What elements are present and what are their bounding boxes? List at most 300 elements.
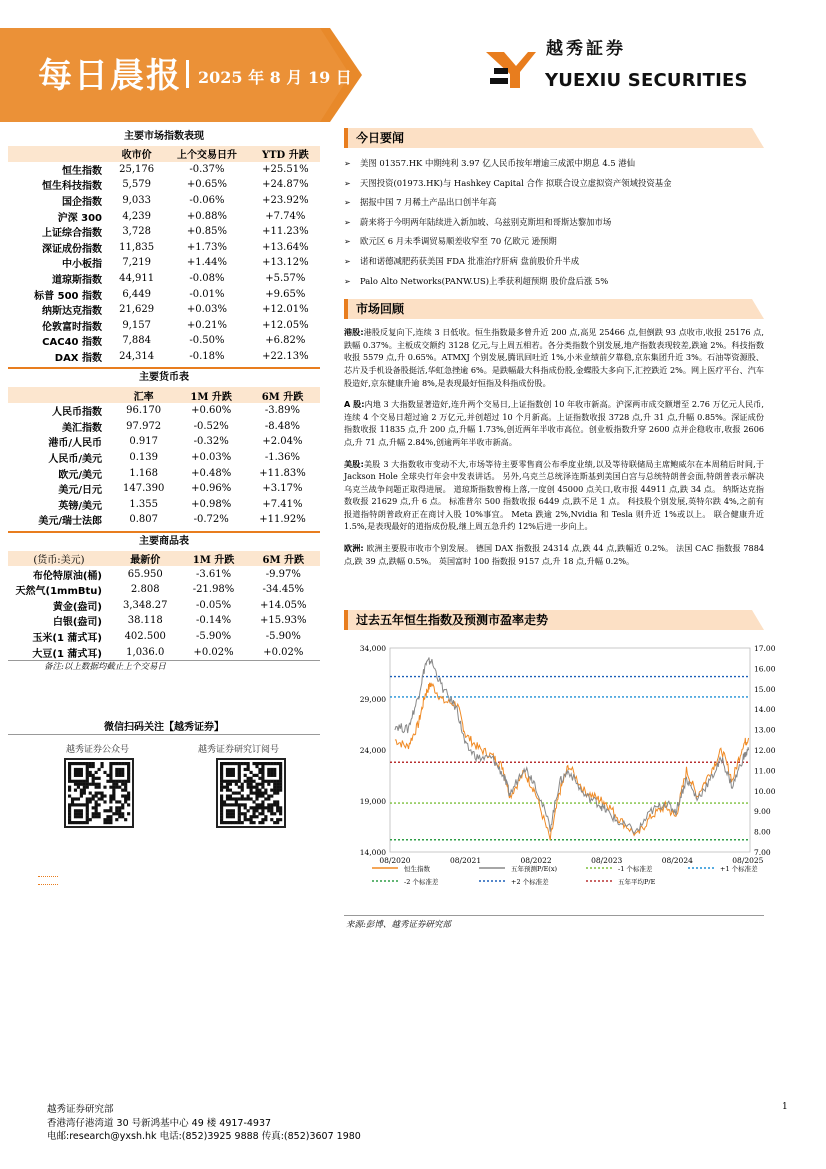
column-header: 上个交易日升: [163, 146, 250, 162]
qr-module: [68, 765, 71, 768]
qr-module: [232, 762, 235, 765]
qr-module: [270, 818, 273, 821]
qr-module: [241, 794, 244, 797]
qr-module: [261, 765, 264, 768]
qr-module: [83, 789, 86, 792]
table-cell: -0.18%: [189, 351, 225, 363]
qr-module: [68, 762, 71, 765]
qr-module: [244, 803, 247, 806]
qr-module: [261, 809, 264, 812]
qr-module: [273, 821, 276, 824]
qr-module: [77, 821, 80, 824]
qr-module: [279, 783, 282, 786]
qr-module: [109, 762, 112, 765]
qr-module: [261, 762, 264, 765]
news-item: [344, 272, 764, 292]
qr-module: [238, 821, 241, 824]
qr-module: [238, 765, 241, 768]
qr-code-icon[interactable]: [64, 758, 134, 828]
qr-module: [127, 812, 130, 815]
table-cell: -0.32%: [193, 436, 229, 448]
table-row: [8, 224, 320, 240]
table-cell: +0.21%: [186, 319, 228, 331]
table-cell: -1.36%: [264, 451, 301, 463]
qr-module: [103, 818, 106, 821]
qr-module: [95, 771, 98, 774]
today-news-title: 今日要闻: [344, 128, 764, 148]
qr-module: [267, 809, 270, 812]
qr-module: [92, 815, 95, 818]
qr-module: [279, 809, 282, 812]
qr-module: [100, 762, 103, 765]
table-cell: +0.03%: [191, 451, 232, 463]
qr-module: [255, 809, 258, 812]
table-row: [8, 419, 320, 435]
footer-contact: 电邮:research@yxsh.hk 电话:(852)3925 9888 传真:(852)3607 1980: [47, 1131, 361, 1142]
column-header: 6M 升跌: [247, 551, 320, 567]
table-cell: 11,835: [119, 241, 155, 253]
qr-module: [261, 786, 264, 789]
column-header: YTD 升跌: [251, 146, 320, 162]
news-text: 诺和诺德减肥药获美国 FDA 批准治疗肝病 盘前股价升半成: [360, 255, 580, 266]
qr-module: [279, 812, 282, 815]
qr-module: [112, 786, 115, 789]
table-cell: +7.74%: [265, 210, 306, 222]
qr-module: [232, 774, 235, 777]
qr-module: [103, 821, 106, 824]
qr-module: [241, 821, 244, 824]
news-item: [344, 252, 764, 272]
footer: [47, 1103, 361, 1144]
qr-module: [273, 800, 276, 803]
report-title: 每日晨报: [38, 56, 182, 96]
qr-module: [118, 780, 121, 783]
table-row: [8, 434, 320, 450]
y-right-tick-label: 8.00: [754, 827, 771, 837]
qr-module: [121, 771, 124, 774]
qr-module: [80, 780, 83, 783]
qr-module: [267, 768, 270, 771]
qr-module: [226, 774, 229, 777]
qr-module: [279, 806, 282, 809]
news-text: 据报中国 7 月稀土产品出口创半年高: [360, 197, 497, 208]
table-cell: 147.390: [123, 483, 165, 495]
chart-title: 过去五年恒生指数及预测市盈率走势: [344, 610, 764, 630]
qr-module: [92, 765, 95, 768]
qr-module: [270, 762, 273, 765]
qr-module: [258, 777, 261, 780]
news-item: [344, 174, 764, 194]
y-right-tick-label: 15.00: [754, 684, 776, 694]
table-cell: 1.168: [129, 467, 158, 479]
qr-module: [106, 815, 109, 818]
qr-module: [261, 806, 264, 809]
left-column: [8, 128, 320, 674]
row-label: 欧元/美元: [58, 469, 102, 481]
qr-module: [121, 815, 124, 818]
arrow-bullet-icon: ➢: [344, 159, 351, 168]
qr-module: [220, 762, 223, 765]
qr-module: [83, 821, 86, 824]
qr-module: [74, 780, 77, 783]
table-cell: +1.44%: [186, 257, 228, 269]
x-tick-label: 08/2023: [591, 856, 623, 865]
qr-module: [229, 797, 232, 800]
table-cell: 0.917: [129, 436, 158, 448]
qr-module: [250, 783, 253, 786]
qr-module: [252, 786, 255, 789]
qr-module: [273, 786, 276, 789]
qr-module: [247, 797, 250, 800]
qr-module: [98, 815, 101, 818]
review-eu-text: 欧洲主要股市收市个别发展。 德国 DAX 指数报 24314 点,跌 44 点,跌幅近 0.2%。 法国 CAC 指数报 7884 点,跌 39 点,跌幅 0.5%。 英国富时 100 指数报 9157 点,升 18 点,升幅 0.2%。: [344, 543, 764, 566]
qr-module: [80, 771, 83, 774]
qr-module: [121, 803, 124, 806]
qr-module: [247, 780, 250, 783]
qr-module: [118, 786, 121, 789]
arrow-bullet-icon: ➢: [344, 276, 351, 286]
qr-module: [77, 803, 80, 806]
qr-module: [68, 818, 71, 821]
qr-module: [273, 768, 276, 771]
qr-module: [238, 777, 241, 780]
divider: [38, 876, 58, 877]
qr-module: [83, 786, 86, 789]
news-item: [344, 232, 764, 252]
qr-module: [115, 768, 118, 771]
qr-module: [238, 806, 241, 809]
qr-module: [229, 762, 232, 765]
qr-module: [226, 762, 229, 765]
qr-module: [71, 762, 74, 765]
table-cell: -0.72%: [193, 514, 229, 526]
qr-module: [103, 800, 106, 803]
qr-module: [267, 762, 270, 765]
table-cell: -21.98%: [192, 584, 235, 596]
qr-module: [258, 803, 261, 806]
qr-module: [220, 794, 223, 797]
table-row: [8, 481, 320, 497]
table-cell: -0.37%: [189, 163, 225, 175]
qr-module: [121, 768, 124, 771]
qr-module: [229, 809, 232, 812]
row-label: 深证成份指数: [42, 243, 102, 255]
qr-module: [220, 806, 223, 809]
qr-module: [98, 797, 101, 800]
qr-module: [255, 774, 258, 777]
table-cell: -8.48%: [264, 420, 301, 432]
column-header: 汇率: [110, 387, 177, 403]
brand-name-english: YUEXIU SECURITIES: [545, 70, 748, 91]
table-cell: 0.139: [129, 451, 158, 463]
qr-module: [258, 771, 261, 774]
qr-module: [238, 774, 241, 777]
qr-module: [261, 771, 264, 774]
y-right-tick-label: 12.00: [754, 746, 776, 755]
row-label: 白银(盎司): [52, 617, 102, 629]
table-cell: 7,219: [122, 257, 151, 269]
review-a-label: A 股:: [344, 399, 365, 410]
qr-module: [109, 768, 112, 771]
qr-module: [255, 765, 258, 768]
qr-module: [232, 771, 235, 774]
qr-module: [95, 800, 98, 803]
table-cell: 38.118: [127, 615, 163, 627]
qr-module: [80, 815, 83, 818]
arrow-bullet-icon: ➢: [344, 256, 351, 266]
qr-module: [74, 815, 77, 818]
qr-module: [68, 780, 71, 783]
table-row: [8, 566, 320, 582]
qr-module: [279, 786, 282, 789]
qr-module: [95, 806, 98, 809]
qr-module: [255, 792, 258, 795]
qr-module: [247, 783, 250, 786]
table-cell: 1,036.0: [126, 646, 165, 658]
qr-module: [118, 800, 121, 803]
qr-module: [86, 806, 89, 809]
qr-module: [258, 789, 261, 792]
qr-module: [270, 794, 273, 797]
table-cell: +1.73%: [186, 241, 228, 253]
qr-module: [229, 794, 232, 797]
qr-module: [92, 777, 95, 780]
table-cell: +24.87%: [262, 179, 309, 191]
qr-module: [273, 792, 276, 795]
qr-module: [98, 768, 101, 771]
qr-module: [112, 780, 115, 783]
qr-module: [86, 818, 89, 821]
qr-module: [238, 786, 241, 789]
row-label: 港币/人民币: [48, 438, 102, 450]
table-row: [8, 597, 320, 613]
qr-module: [95, 794, 98, 797]
qr-module: [238, 812, 241, 815]
qr-module: [276, 786, 279, 789]
table-cell: +6.82%: [265, 335, 306, 347]
table-cell: 3,728: [122, 226, 151, 238]
legend-label: 五年预测P/E(x): [511, 865, 558, 873]
qr-module: [261, 812, 264, 815]
qr-module: [89, 792, 92, 795]
qr-module: [124, 794, 127, 797]
qr-module: [109, 765, 112, 768]
review-a-text: 内地 3 大指数显著造好,连升两个交易日,上证指数创 10 年收市新高。沪深两市成交额增至 2.76 万亿元人民币,连续 4 个交易日超过逾 2 万亿元,并创超过 10 个月新高。上证指数收报 3728 点,升 31 点,升幅 0.85%。深证成份指数收报 11835 点,升 200 点,升幅 1.73%,创近两年半收市高位。创业板指数升穿 2600 点并企稳收市,收报 2606 点,升 71 点,升幅 2.84%,创逾两年半收市新高。: [344, 399, 764, 447]
qr-module: [264, 806, 267, 809]
footer-dept: 越秀证券研究部: [47, 1104, 114, 1115]
qr-module: [223, 821, 226, 824]
qr-module: [77, 783, 80, 786]
series-line: [395, 683, 749, 840]
table-cell: +0.98%: [191, 498, 232, 510]
qr-module: [77, 812, 80, 815]
qr-module: [241, 783, 244, 786]
y-left-tick-label: 14,000: [359, 848, 386, 857]
column-header: 收市价: [110, 146, 163, 162]
qr-module: [71, 803, 74, 806]
qr-module: [83, 792, 86, 795]
qr-module: [92, 780, 95, 783]
qr-module: [86, 783, 89, 786]
qr-module: [223, 762, 226, 765]
qr-module: [255, 797, 258, 800]
table-cell: +7.41%: [262, 498, 303, 510]
table-cell: +22.13%: [262, 351, 309, 363]
qr-module: [235, 821, 238, 824]
table-note: 备注:以上数据均截止上个交易日: [8, 660, 320, 674]
qr-module: [220, 780, 223, 783]
qr-module: [118, 812, 121, 815]
qr-module: [109, 818, 112, 821]
qr-module: [241, 812, 244, 815]
report-header: [0, 28, 826, 122]
qr-module: [77, 809, 80, 812]
table-cell: -0.08%: [189, 273, 225, 285]
indices-title: 主要市场指数表现: [124, 131, 204, 142]
qr-module: [118, 762, 121, 765]
qr-module: [118, 806, 121, 809]
qr-module: [232, 812, 235, 815]
qr-module: [226, 803, 229, 806]
page-number: 1: [782, 1102, 788, 1112]
qr-module: [95, 783, 98, 786]
qr-module: [124, 818, 127, 821]
table-row: [8, 629, 320, 645]
qr-module: [244, 762, 247, 765]
qr-module: [74, 768, 77, 771]
qr-module: [267, 780, 270, 783]
qr-module: [244, 780, 247, 783]
y-right-tick-label: 16.00: [754, 664, 776, 674]
qr-module: [267, 806, 270, 809]
news-item: [344, 193, 764, 213]
qr-module: [241, 803, 244, 806]
table-cell: +2.04%: [262, 436, 303, 448]
qr-module: [86, 812, 89, 815]
qr-module: [255, 783, 258, 786]
qr-module: [106, 780, 109, 783]
table-cell: 5,579: [122, 179, 151, 191]
table-cell: +12.05%: [262, 319, 309, 331]
table-cell: +11.92%: [259, 514, 306, 526]
legend-label: 五年平均P/E: [618, 878, 656, 886]
qr-module: [235, 797, 238, 800]
qr-module: [226, 780, 229, 783]
table-cell: 25,176: [119, 163, 155, 175]
qr-module: [127, 774, 130, 777]
table-cell: 0.807: [129, 514, 158, 526]
source-note: 来源:彭博、越秀证券研究部: [346, 920, 451, 930]
qr-module: [226, 783, 229, 786]
qr-module: [86, 800, 89, 803]
qr-module: [235, 762, 238, 765]
qr-module: [80, 768, 83, 771]
qr-module: [276, 809, 279, 812]
qr-module: [229, 783, 232, 786]
qr-module: [261, 777, 264, 780]
qr-module: [77, 815, 80, 818]
table-row: [8, 318, 320, 334]
qr-code-icon[interactable]: [216, 758, 286, 828]
qr-module: [71, 780, 74, 783]
qr-module: [68, 803, 71, 806]
qr-module: [80, 803, 83, 806]
y-right-tick-label: 9.00: [754, 807, 771, 817]
news-text: 蔚来将于今明两年陆续进入新加坡、乌兹别克斯坦和哥斯达黎加市场: [360, 216, 612, 227]
qr-module: [261, 768, 264, 771]
table-cell: -0.52%: [193, 420, 229, 432]
qr-module: [223, 780, 226, 783]
table-row: [8, 496, 320, 512]
qr-module: [238, 762, 241, 765]
qr-module: [273, 762, 276, 765]
qr-module: [258, 812, 261, 815]
qr-module: [83, 762, 86, 765]
qr-module: [68, 815, 71, 818]
qr-module: [127, 803, 130, 806]
qr-module: [226, 809, 229, 812]
qr-module: [264, 815, 267, 818]
qr-module: [223, 803, 226, 806]
qr-module: [80, 809, 83, 812]
qr-module: [247, 765, 250, 768]
qr-module: [241, 786, 244, 789]
table-cell: +5.57%: [265, 273, 306, 285]
qr-module: [226, 789, 229, 792]
qr-module: [220, 815, 223, 818]
qr-module: [68, 777, 71, 780]
table-cell: 65.950: [127, 568, 163, 580]
table-cell: 1.355: [129, 498, 158, 510]
qr-module: [276, 783, 279, 786]
qr-module: [127, 765, 130, 768]
qr-module: [100, 797, 103, 800]
qr-module: [74, 789, 77, 792]
qr-module: [238, 768, 241, 771]
qr-module: [100, 765, 103, 768]
table-row: [8, 512, 320, 528]
qr-module: [77, 780, 80, 783]
table-cell: +0.02%: [263, 646, 304, 658]
news-item: [344, 154, 764, 174]
table-cell: +11.23%: [262, 226, 309, 238]
qr-module: [124, 783, 127, 786]
table-cell: 96.170: [126, 405, 162, 417]
row-label: 美元/瑞士法郎: [38, 516, 102, 528]
qr-module: [276, 789, 279, 792]
table-cell: -34.45%: [262, 584, 305, 596]
qr-module: [112, 783, 115, 786]
table-cell: -0.50%: [189, 335, 225, 347]
qr-module: [86, 821, 89, 824]
qr-module: [232, 768, 235, 771]
qr-module: [279, 777, 282, 780]
qr-module: [279, 818, 282, 821]
qr-module: [89, 771, 92, 774]
qr-module: [118, 774, 121, 777]
commodities-title: 主要商品表: [8, 531, 320, 551]
table-cell: 7,884: [122, 335, 151, 347]
row-label: 标普 500 指数: [34, 290, 102, 302]
row-label: DAX 指数: [54, 353, 102, 365]
qr-module: [112, 812, 115, 815]
table-row: [8, 271, 320, 287]
qr-module: [109, 777, 112, 780]
qr-module: [267, 797, 270, 800]
qr-module: [112, 792, 115, 795]
qr-module: [124, 789, 127, 792]
row-label: 玉米(1 蒲式耳): [32, 632, 102, 644]
